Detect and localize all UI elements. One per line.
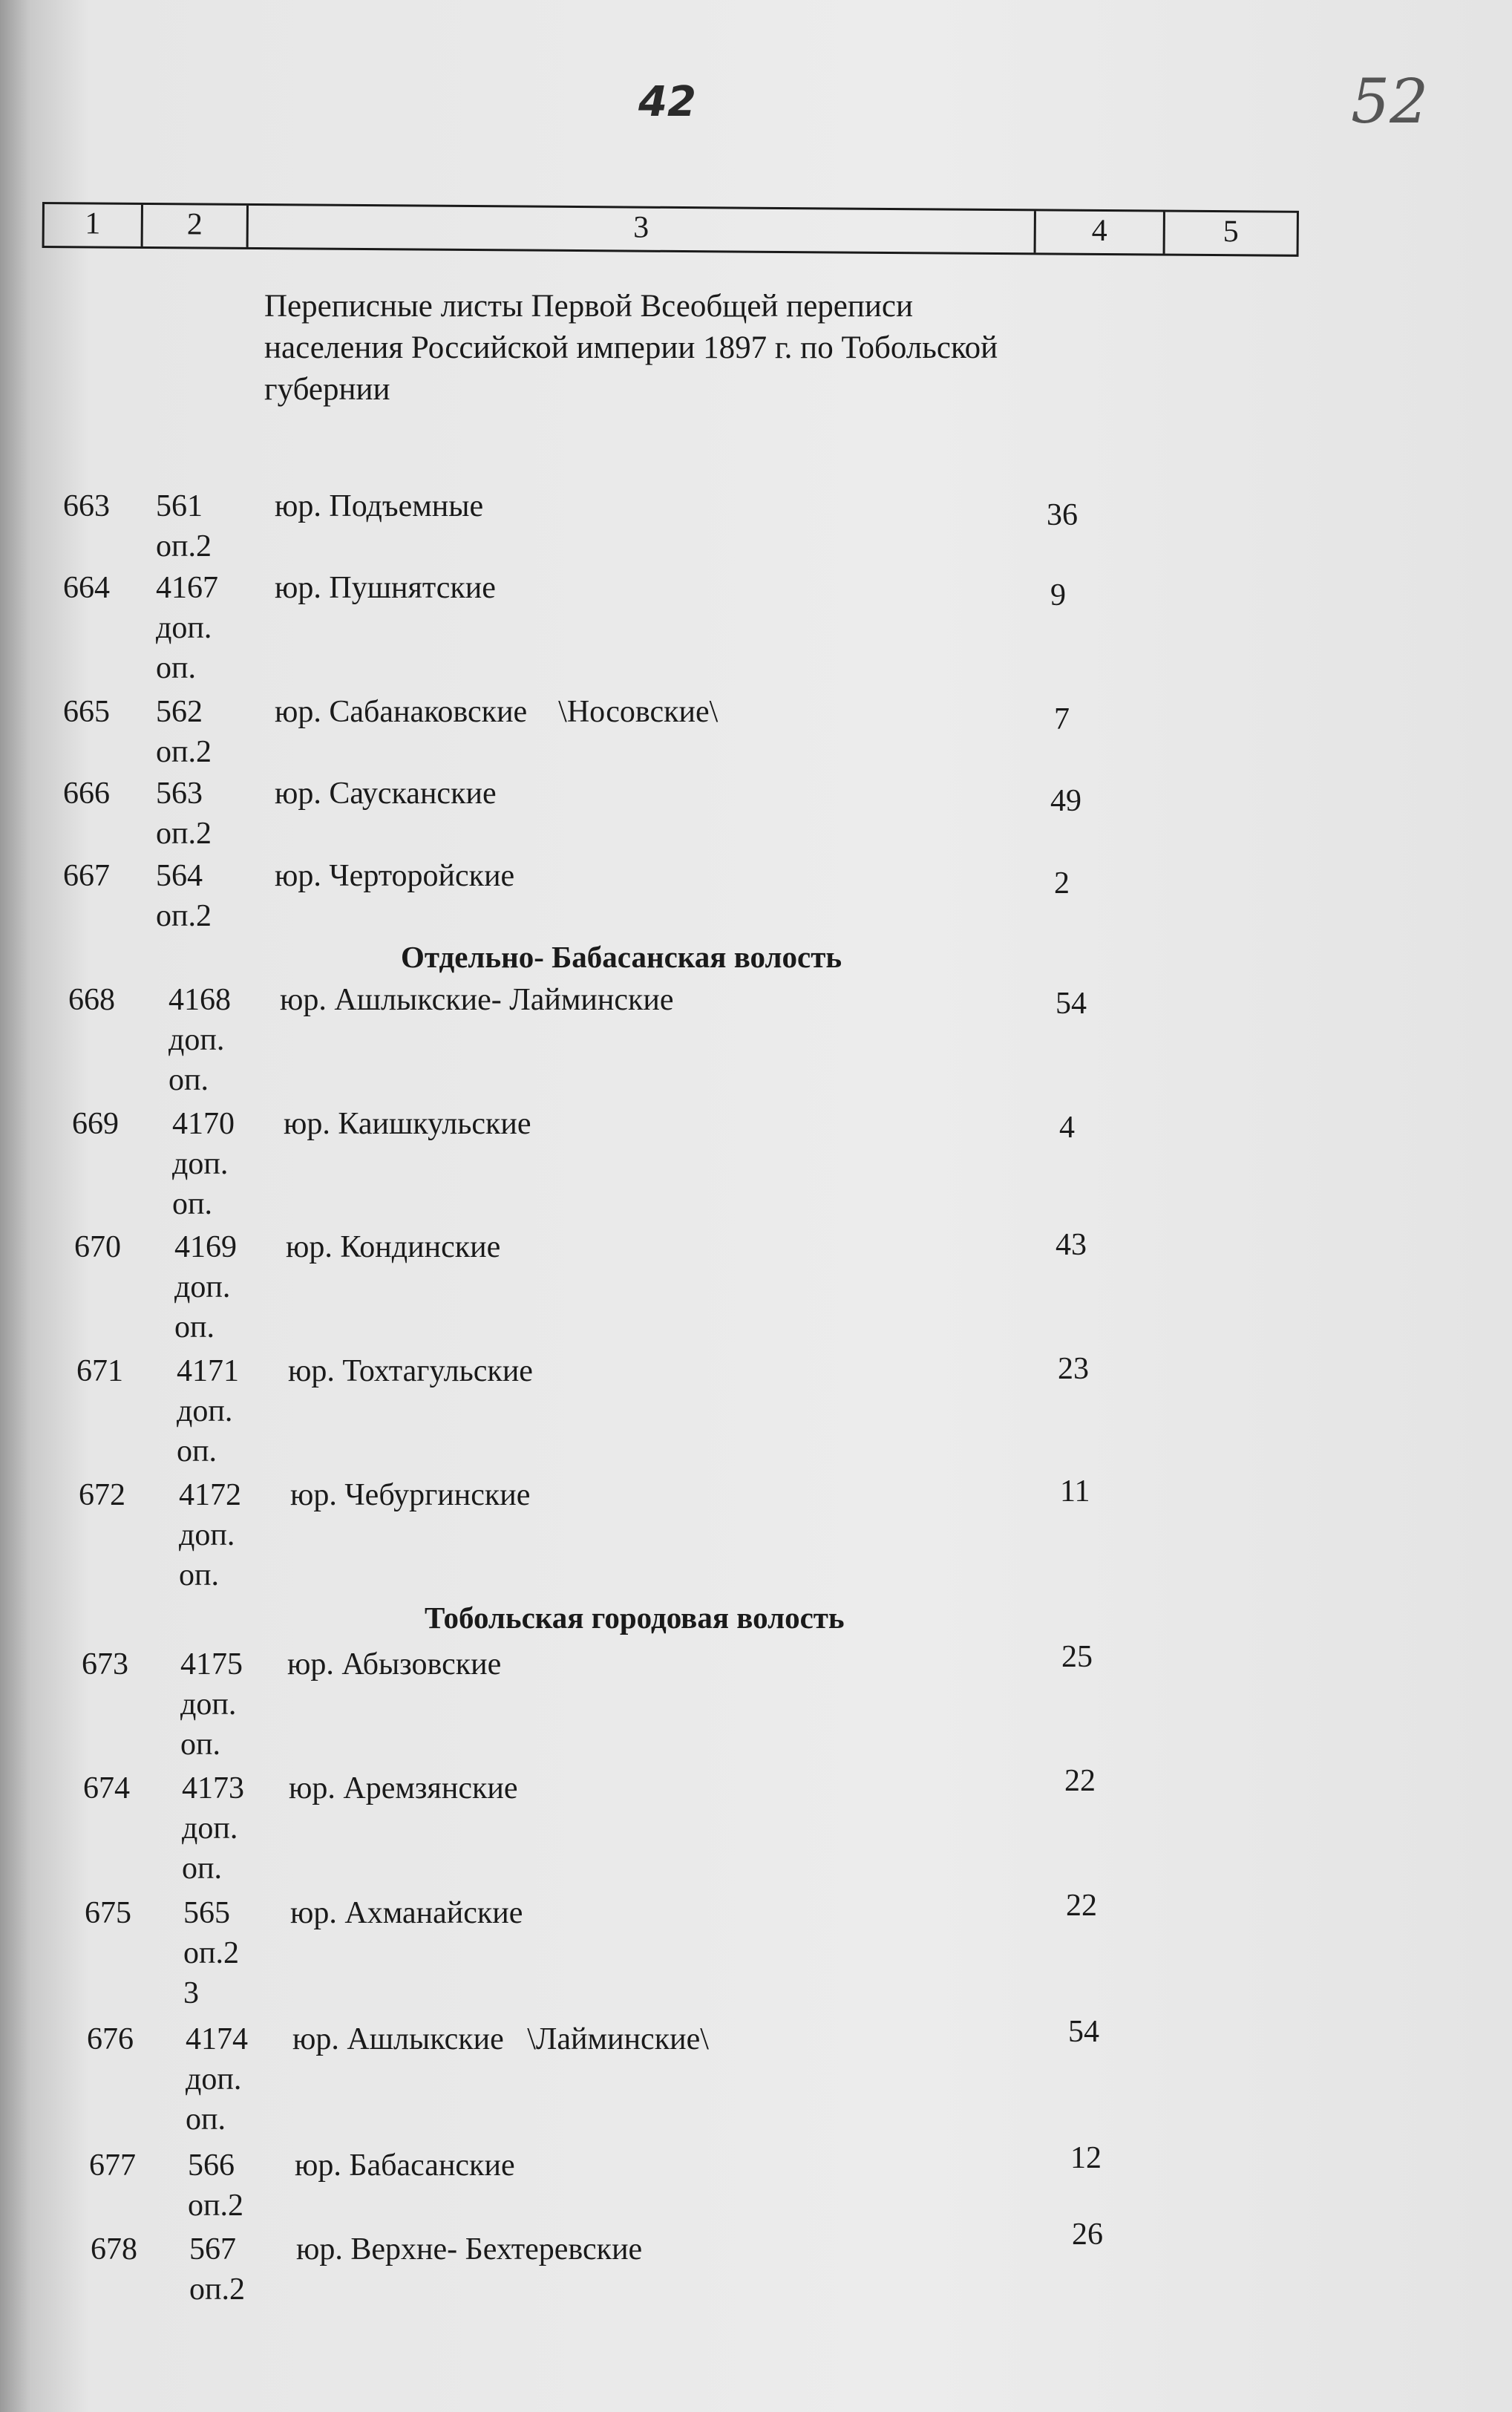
sheet-count: 26 [1072, 2217, 1103, 2252]
fund-reference: 4173 доп. оп. [182, 1771, 244, 1886]
fund-reference: 4175 доп. оп. [180, 1647, 243, 1762]
sheet-count: 49 [1050, 784, 1081, 818]
entry-title: юр. Кондинские [286, 1230, 501, 1264]
entry-number: 676 [87, 2022, 134, 2056]
fund-reference: 4167 доп. оп. [156, 571, 218, 685]
fund-reference: 4170 доп. оп. [172, 1107, 235, 1221]
entry-number: 669 [72, 1107, 119, 1141]
entry-number: 675 [85, 1896, 131, 1930]
sheet-count: 4 [1059, 1111, 1075, 1145]
entry-number: 666 [63, 777, 110, 811]
fund-reference: 565 оп.2 3 [183, 1896, 239, 2010]
fund-reference: 564 оп.2 [156, 859, 212, 933]
column-header-5: 5 [1223, 215, 1239, 249]
entry-number: 677 [89, 2148, 136, 2183]
sheet-count: 22 [1066, 1889, 1097, 1923]
page-number: 42 [638, 78, 696, 126]
entry-title: юр. Ашлыкские- Лайминские [280, 983, 674, 1017]
sheet-count: 43 [1056, 1228, 1087, 1262]
entry-title: юр. Аремзянские [289, 1771, 518, 1805]
column-header-1: 1 [45, 204, 143, 246]
entry-number: 674 [83, 1771, 130, 1805]
entry-title: юр. Абызовские [287, 1647, 502, 1681]
entry-number: 670 [74, 1230, 121, 1264]
entry-title: юр. Сабанаковские \Носовские\ [275, 695, 719, 729]
entry-number: 664 [63, 571, 110, 605]
column-header-2: 2 [143, 205, 249, 247]
entry-title: юр. Ашлыкские \Лайминские\ [292, 2022, 709, 2056]
entry-title: юр. Саусканские [275, 777, 497, 811]
folio-number: 52 [1351, 67, 1429, 137]
sheet-count: 9 [1050, 578, 1066, 612]
entry-title: юр. Подъемные [275, 489, 484, 523]
district-heading: Отдельно- Бабасанская волость [401, 940, 842, 974]
entry-title: юр. Каишкульские [284, 1107, 531, 1141]
sheet-count: 11 [1060, 1474, 1090, 1509]
column-header-table [42, 202, 1299, 257]
entry-title: юр. Черторойские [275, 859, 515, 893]
fund-reference: 563 оп.2 [156, 777, 212, 851]
fund-reference: 4168 доп. оп. [168, 983, 231, 1097]
sheet-count: 25 [1061, 1640, 1093, 1674]
district-heading: Тобольская городовая волость [425, 1601, 845, 1635]
entry-title: юр. Пушнятские [275, 571, 496, 605]
entry-number: 663 [63, 489, 110, 523]
entry-number: 672 [79, 1478, 125, 1512]
fund-reference: 561 оп.2 [156, 489, 212, 563]
fund-reference: 4169 доп. оп. [174, 1230, 237, 1344]
entry-number: 678 [91, 2232, 137, 2266]
sheet-count: 12 [1070, 2141, 1102, 2175]
column-header-3: 3 [249, 206, 1036, 252]
sheet-count: 54 [1056, 987, 1087, 1021]
sheet-count: 54 [1068, 2015, 1099, 2049]
entry-title: юр. Ахманайские [290, 1896, 523, 1930]
fund-reference: 567 оп.2 [189, 2232, 245, 2307]
entry-number: 671 [76, 1354, 123, 1388]
sheet-count: 36 [1047, 498, 1078, 532]
sheet-count: 2 [1054, 866, 1070, 901]
fund-reference: 4174 доп. оп. [186, 2022, 248, 2137]
entry-number: 665 [63, 695, 110, 729]
sheet-count: 23 [1058, 1352, 1089, 1386]
entry-title: юр. Бабасанские [295, 2148, 515, 2183]
sheet-count: 7 [1054, 702, 1070, 736]
fund-reference: 566 оп.2 [188, 2148, 243, 2223]
section-title: Переписные листы Первой Всеобщей переписи населения Российской империи 1897 г. по Тобольской губернии [264, 289, 998, 407]
entry-number: 667 [63, 859, 110, 893]
entry-number: 668 [68, 983, 115, 1017]
entry-title: юр. Чебургинские [290, 1478, 531, 1512]
sheet-count: 22 [1064, 1764, 1096, 1798]
fund-reference: 4172 доп. оп. [179, 1478, 241, 1592]
entry-number: 673 [82, 1647, 128, 1681]
fund-reference: 4171 доп. оп. [177, 1354, 239, 1468]
fund-reference: 562 оп.2 [156, 695, 212, 769]
column-header-4: 4 [1036, 211, 1165, 253]
entry-title: юр. Верхне- Бехтеревские [296, 2232, 643, 2266]
entry-title: юр. Тохтагульские [288, 1354, 533, 1388]
